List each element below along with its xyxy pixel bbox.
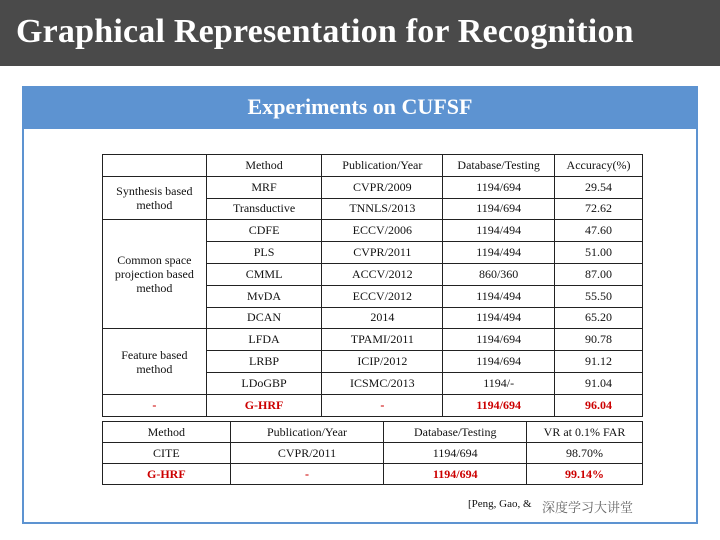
highlight-row [103,464,643,485]
table-row [103,329,643,351]
header-cell: Publication/Year [230,422,384,443]
publication-cell: ACCV/2012 [322,263,443,285]
results-table [102,154,643,417]
publication-cell: CVPR/2011 [230,443,384,464]
accuracy-cell: 65.20 [555,307,643,329]
method-cell: LRBP [206,351,322,373]
database-cell: 1194/494 [443,242,555,264]
accuracy-cell: 51.00 [555,242,643,264]
header-cell: Method [206,155,322,177]
header-cell [103,155,207,177]
publication-cell: TPAMI/2011 [322,329,443,351]
method-cell: G-HRF [103,464,231,485]
accuracy-cell: 96.04 [555,394,643,416]
database-cell: 1194/494 [443,285,555,307]
method-cell: PLS [206,242,322,264]
accuracy-cell: 87.00 [555,263,643,285]
publication-cell: ICIP/2012 [322,351,443,373]
accuracy-cell: 47.60 [555,220,643,242]
group-label-cell: - [103,394,207,416]
panel-title: Experiments on CUFSF [247,94,473,119]
highlight-row [103,394,643,416]
database-cell: 1194/494 [443,220,555,242]
verification-table [102,421,643,485]
header-bar [0,0,720,66]
method-cell: Transductive [206,198,322,220]
accuracy-cell: 72.62 [555,198,643,220]
method-cell: CDFE [206,220,322,242]
table-header-row [103,155,643,177]
database-cell: 1194/694 [384,464,527,485]
header-cell: Database/Testing [443,155,555,177]
table-header-row [103,422,643,443]
accuracy-cell: 90.78 [555,329,643,351]
publication-cell: TNNLS/2013 [322,198,443,220]
header-cell: Method [103,422,231,443]
publication-cell: 2014 [322,307,443,329]
header-cell: Publication/Year [322,155,443,177]
header-cell: Database/Testing [384,422,527,443]
database-cell: 860/360 [443,263,555,285]
table-row [103,443,643,464]
method-cell: DCAN [206,307,322,329]
publication-cell: - [322,394,443,416]
method-cell: LDoGBP [206,372,322,394]
group-label-cell: Common space projection based method [103,220,207,329]
group-label-cell: Synthesis based method [103,176,207,220]
table-row [103,176,643,198]
publication-cell: ECCV/2006 [322,220,443,242]
database-cell: 1194/494 [443,307,555,329]
publication-cell: ICSMC/2013 [322,372,443,394]
vr-cell: 99.14% [527,464,643,485]
database-cell: 1194/- [443,372,555,394]
database-cell: 1194/694 [443,198,555,220]
header-cell: Accuracy(%) [555,155,643,177]
database-cell: 1194/694 [443,351,555,373]
method-cell: LFDA [206,329,322,351]
method-cell: MvDA [206,285,322,307]
method-cell: G-HRF [206,394,322,416]
vr-cell: 98.70% [527,443,643,464]
publication-cell: ECCV/2012 [322,285,443,307]
accuracy-cell: 29.54 [555,176,643,198]
accuracy-cell: 55.50 [555,285,643,307]
accuracy-cell: 91.12 [555,351,643,373]
method-cell: MRF [206,176,322,198]
accuracy-cell: 91.04 [555,372,643,394]
watermark: 深度学习大讲堂 [540,497,635,516]
database-cell: 1194/694 [443,329,555,351]
citation-text: [Peng, Gao, & [468,498,532,510]
publication-cell: CVPR/2009 [322,176,443,198]
group-label-cell: Feature based method [103,329,207,394]
publication-cell: CVPR/2011 [322,242,443,264]
method-cell: CITE [103,443,231,464]
method-cell: CMML [206,263,322,285]
database-cell: 1194/694 [384,443,527,464]
header-cell: VR at 0.1% FAR [527,422,643,443]
panel-banner [24,88,696,129]
database-cell: 1194/694 [443,394,555,416]
publication-cell: - [230,464,384,485]
database-cell: 1194/694 [443,176,555,198]
table-row [103,220,643,242]
slide-title: Graphical Representation for Recognition [16,13,634,50]
